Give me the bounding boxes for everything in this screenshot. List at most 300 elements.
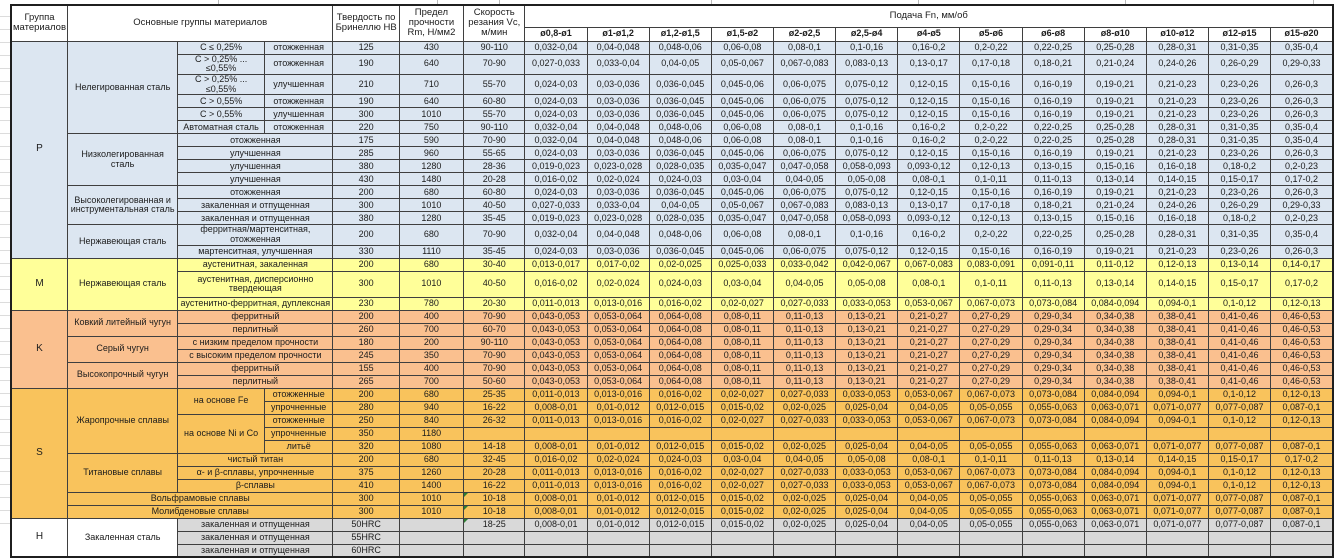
feed-cell: 0,053-0,064: [587, 323, 649, 336]
feed-cell: 0,17-0,18: [960, 54, 1022, 74]
table-row: [11, 453, 1333, 466]
feed-cell: 0,025-0,04: [836, 401, 898, 414]
feed-cell: 0,05-0,055: [960, 505, 1022, 518]
feed-cell: [836, 531, 898, 544]
strength-cell: 430: [399, 41, 463, 54]
feed-cell: 0,15-0,17: [1208, 453, 1270, 466]
feed-cell: 0,35-0,4: [1271, 225, 1333, 245]
feed-cell: 0,23-0,26: [1208, 95, 1270, 108]
strength-cell: 680: [399, 186, 463, 199]
table-row: [11, 310, 1333, 323]
strength-cell: 750: [399, 121, 463, 134]
strength-cell: 640: [399, 54, 463, 74]
feed-diameter-header: ø5-ø6: [960, 27, 1022, 41]
feed-cell: [649, 544, 711, 557]
material-state-cell: отожженная: [264, 121, 333, 134]
feed-cell: 0,036-0,045: [649, 147, 711, 160]
feed-cell: 0,015-0,02: [711, 401, 773, 414]
feed-cell: 0,19-0,21: [1084, 147, 1146, 160]
group-letter-cell: S: [11, 388, 68, 518]
material-state-cell: улучшенная: [264, 74, 333, 94]
cutting-speed-cell: 20-28: [464, 173, 525, 186]
feed-cell: [1022, 544, 1084, 557]
material-state-cell: закаленная и отпущенная: [178, 212, 333, 225]
feed-cell: 0,06-0,075: [773, 74, 835, 94]
feed-cell: 0,12-0,13: [960, 160, 1022, 173]
feed-cell: [525, 544, 587, 557]
feed-cell: 0,2-0,23: [1271, 212, 1333, 225]
feed-cell: 0,03-0,036: [587, 108, 649, 121]
feed-cell: 0,2-0,22: [960, 134, 1022, 147]
feed-cell: 0,008-0,01: [525, 440, 587, 453]
feed-cell: 0,05-0,055: [960, 518, 1022, 531]
feed-cell: 0,27-0,29: [960, 336, 1022, 349]
table-row: [11, 41, 1333, 54]
feed-cell: 0,08-0,1: [773, 134, 835, 147]
feed-cell: 0,13-0,14: [1084, 271, 1146, 297]
feed-cell: 0,02-0,025: [773, 401, 835, 414]
feed-cell: 0,12-0,13: [1271, 297, 1333, 310]
cutting-speed-cell: 35-45: [464, 212, 525, 225]
feed-cell: 0,15-0,16: [960, 245, 1022, 258]
feed-cell: [1084, 531, 1146, 544]
feed-cell: [711, 531, 773, 544]
feed-cell: 0,04-0,048: [587, 134, 649, 147]
group-letter-cell: P: [11, 41, 68, 258]
table-row: [11, 518, 1333, 531]
feed-cell: 0,02-0,025: [773, 505, 835, 518]
strength-cell: 1010: [399, 492, 463, 505]
table-row: [11, 336, 1333, 349]
strength-cell: 590: [399, 134, 463, 147]
feed-diameter-header: ø10-ø12: [1146, 27, 1208, 41]
cutting-speed-cell: 40-50: [464, 271, 525, 297]
feed-cell: 0,02-0,027: [711, 479, 773, 492]
feed-cell: 0,02-0,025: [773, 492, 835, 505]
feed-cell: 0,23-0,26: [1208, 245, 1270, 258]
feed-cell: [1271, 531, 1333, 544]
feed-cell: 0,27-0,29: [960, 323, 1022, 336]
feed-cell: 0,064-0,08: [649, 362, 711, 375]
feed-cell: 0,21-0,27: [898, 336, 960, 349]
material-state-cell: с низким пределом прочности: [178, 336, 333, 349]
feed-cell: 0,11-0,13: [773, 323, 835, 336]
table-row: [11, 121, 1333, 134]
feed-cell: 0,048-0,06: [649, 225, 711, 245]
material-state-cell: ферритная/мартенситная, отожженная: [178, 225, 333, 245]
feed-cell: 0,024-0,03: [525, 245, 587, 258]
feed-cell: 0,012-0,015: [649, 518, 711, 531]
comment-indicator-icon: [464, 506, 468, 510]
material-state-cell: улучшенная: [178, 147, 333, 160]
feed-cell: 0,063-0,071: [1084, 401, 1146, 414]
feed-cell: 0,05-0,055: [960, 401, 1022, 414]
feed-cell: 0,2-0,22: [960, 121, 1022, 134]
feed-cell: 0,21-0,27: [898, 375, 960, 388]
feed-cell: 0,29-0,34: [1022, 323, 1084, 336]
feed-cell: 0,26-0,3: [1271, 245, 1333, 258]
feed-cell: [649, 531, 711, 544]
feed-cell: 0,2-0,22: [960, 41, 1022, 54]
feed-cell: 0,21-0,23: [1146, 245, 1208, 258]
material-state-cell: улучшенная: [178, 173, 333, 186]
feed-cell: 0,29-0,33: [1271, 199, 1333, 212]
feed-cell: 0,16-0,2: [898, 134, 960, 147]
feed-cell: 0,024-0,03: [525, 186, 587, 199]
strength-cell: 1080: [399, 440, 463, 453]
hardness-cell: 230: [333, 297, 399, 310]
material-state-cell: C > 0,25% ... ≤0,55%: [178, 74, 265, 94]
table-row: [11, 388, 1333, 401]
table-row: [11, 531, 1333, 544]
feed-cell: 0,08-0,1: [773, 41, 835, 54]
feed-cell: 0,03-0,04: [711, 173, 773, 186]
material-group-cell: Жаропрочные сплавы: [68, 388, 178, 453]
feed-cell: 0,18-0,21: [1022, 54, 1084, 74]
feed-cell: 0,41-0,46: [1208, 375, 1270, 388]
feed-cell: 0,1-0,11: [960, 173, 1022, 186]
feed-cell: [525, 427, 587, 440]
feed-cell: 0,12-0,15: [898, 245, 960, 258]
feed-cell: 0,21-0,27: [898, 349, 960, 362]
feed-cell: 0,01-0,012: [587, 518, 649, 531]
feed-cell: 0,12-0,13: [1271, 414, 1333, 427]
strength-cell: 680: [399, 388, 463, 401]
feed-cell: [960, 544, 1022, 557]
feed-cell: 0,045-0,06: [711, 186, 773, 199]
feed-cell: 0,045-0,06: [711, 108, 773, 121]
feed-cell: 0,1-0,16: [836, 134, 898, 147]
feed-cell: 0,11-0,13: [1022, 173, 1084, 186]
feed-diameter-header: ø12-ø15: [1208, 27, 1270, 41]
feed-cell: 0,012-0,015: [649, 492, 711, 505]
material-state-cell: мартенситная, улучшенная: [178, 245, 333, 258]
hardness-cell: 190: [333, 54, 399, 74]
strength-cell: 710: [399, 74, 463, 94]
feed-cell: 0,058-0,093: [836, 212, 898, 225]
table-row: [11, 271, 1333, 297]
strength-cell: 1010: [399, 199, 463, 212]
feed-cell: 0,075-0,12: [836, 95, 898, 108]
feed-cell: 0,03-0,036: [587, 245, 649, 258]
cutting-speed-cell: 10-18: [464, 492, 525, 505]
feed-cell: 0,21-0,23: [1146, 108, 1208, 121]
hardness-cell: 265: [333, 375, 399, 388]
material-state-cell: β-сплавы: [178, 479, 333, 492]
material-state-cell: отожженная: [264, 41, 333, 54]
strength-cell: [399, 531, 463, 544]
column-header-feed-title: Подача Fn, мм/об: [525, 5, 1333, 27]
feed-cell: [525, 531, 587, 544]
feed-cell: 0,12-0,15: [898, 186, 960, 199]
hardness-cell: 250: [333, 414, 399, 427]
feed-cell: 0,13-0,21: [836, 375, 898, 388]
feed-diameter-header: ø2-ø2,5: [773, 27, 835, 41]
feed-cell: 0,012-0,015: [649, 505, 711, 518]
feed-cell: 0,35-0,4: [1271, 41, 1333, 54]
hardness-cell: 200: [333, 225, 399, 245]
feed-cell: 0,05-0,067: [711, 199, 773, 212]
feed-cell: 0,053-0,067: [898, 297, 960, 310]
feed-cell: 0,35-0,4: [1271, 121, 1333, 134]
group-letter-cell: K: [11, 310, 68, 388]
feed-cell: [1208, 531, 1270, 544]
feed-cell: 0,027-0,033: [773, 414, 835, 427]
feed-cell: 0,28-0,31: [1146, 134, 1208, 147]
feed-cell: 0,075-0,12: [836, 108, 898, 121]
feed-cell: 0,27-0,29: [960, 349, 1022, 362]
feed-cell: 0,1-0,12: [1208, 297, 1270, 310]
feed-cell: 0,12-0,15: [898, 147, 960, 160]
feed-cell: 0,24-0,26: [1146, 54, 1208, 74]
feed-cell: 0,016-0,02: [649, 479, 711, 492]
feed-cell: 0,08-0,11: [711, 375, 773, 388]
feed-cell: 0,38-0,41: [1146, 349, 1208, 362]
feed-cell: 0,04-0,05: [898, 505, 960, 518]
feed-cell: 0,26-0,3: [1271, 95, 1333, 108]
table-row: [11, 323, 1333, 336]
feed-cell: 0,16-0,2: [898, 225, 960, 245]
feed-cell: 0,34-0,38: [1084, 336, 1146, 349]
feed-cell: 0,094-0,1: [1146, 479, 1208, 492]
feed-cell: 0,035-0,047: [711, 212, 773, 225]
cutting-speed-cell: 70-90: [464, 134, 525, 147]
feed-cell: 0,058-0,093: [836, 160, 898, 173]
feed-cell: 0,11-0,13: [773, 349, 835, 362]
feed-cell: 0,06-0,075: [773, 147, 835, 160]
material-group-cell: на основе Ni и Co: [178, 414, 265, 453]
cutting-speed-cell: 60-70: [464, 323, 525, 336]
feed-cell: 0,015-0,02: [711, 518, 773, 531]
column-header-tensile-strength: Предел прочности Rm, Н/мм2: [399, 5, 463, 41]
feed-diameter-header: ø2,5-ø4: [836, 27, 898, 41]
feed-cell: 0,05-0,067: [711, 54, 773, 74]
feed-cell: 0,22-0,25: [1022, 121, 1084, 134]
feed-cell: 0,28-0,31: [1146, 225, 1208, 245]
feed-cell: 0,05-0,08: [836, 271, 898, 297]
feed-cell: 0,34-0,38: [1084, 375, 1146, 388]
feed-cell: 0,053-0,067: [898, 466, 960, 479]
feed-cell: 0,023-0,028: [587, 160, 649, 173]
material-group-cell: Низколегированная сталь: [68, 134, 178, 186]
header-row-main: [11, 5, 1333, 27]
hardness-cell: 300: [333, 505, 399, 518]
feed-cell: 0,02-0,025: [649, 258, 711, 271]
feed-cell: 0,03-0,04: [711, 453, 773, 466]
feed-cell: 0,019-0,023: [525, 212, 587, 225]
feed-cell: 0,064-0,08: [649, 310, 711, 323]
feed-cell: 0,071-0,077: [1146, 492, 1208, 505]
feed-cell: 0,21-0,27: [898, 323, 960, 336]
cutting-speed-cell: 16-22: [464, 401, 525, 414]
feed-cell: 0,04-0,05: [898, 440, 960, 453]
table-row: [11, 186, 1333, 199]
strength-cell: 1480: [399, 173, 463, 186]
hardness-cell: 285: [333, 147, 399, 160]
feed-cell: 0,02-0,027: [711, 466, 773, 479]
feed-cell: 0,064-0,08: [649, 375, 711, 388]
feed-cell: 0,053-0,064: [587, 336, 649, 349]
feed-cell: 0,027-0,033: [525, 199, 587, 212]
feed-cell: 0,077-0,087: [1208, 492, 1270, 505]
feed-cell: 0,024-0,03: [525, 95, 587, 108]
feed-cell: 0,17-0,18: [960, 199, 1022, 212]
feed-cell: 0,011-0,013: [525, 414, 587, 427]
feed-cell: 0,067-0,083: [773, 54, 835, 74]
feed-cell: 0,2-0,22: [960, 225, 1022, 245]
feed-cell: [1146, 544, 1208, 557]
feed-cell: 0,06-0,08: [711, 134, 773, 147]
cutting-speed-cell: 50-60: [464, 375, 525, 388]
feed-cell: 0,06-0,08: [711, 41, 773, 54]
cutting-speed-cell: 25-35: [464, 388, 525, 401]
strength-cell: 350: [399, 349, 463, 362]
material-state-cell: ферритный: [178, 362, 333, 375]
feed-cell: 0,012-0,015: [649, 401, 711, 414]
feed-cell: 0,028-0,035: [649, 212, 711, 225]
hardness-cell: 200: [333, 258, 399, 271]
strength-cell: 640: [399, 95, 463, 108]
feed-cell: 0,024-0,03: [525, 74, 587, 94]
feed-cell: 0,08-0,11: [711, 362, 773, 375]
table-row: [11, 212, 1333, 225]
feed-cell: 0,03-0,036: [587, 95, 649, 108]
feed-cell: 0,16-0,19: [1022, 147, 1084, 160]
feed-cell: 0,055-0,063: [1022, 505, 1084, 518]
feed-cell: 0,11-0,13: [1022, 453, 1084, 466]
feed-cell: 0,22-0,25: [1022, 41, 1084, 54]
feed-cell: 0,027-0,033: [525, 54, 587, 74]
feed-cell: 0,46-0,53: [1271, 336, 1333, 349]
feed-cell: 0,01-0,012: [587, 440, 649, 453]
group-letter-cell: H: [11, 518, 68, 557]
feed-cell: 0,016-0,02: [649, 414, 711, 427]
column-header-main-material-groups: Основные группы материалов: [68, 5, 333, 41]
feed-cell: 0,045-0,06: [711, 74, 773, 94]
hardness-cell: 410: [333, 479, 399, 492]
feed-cell: 0,024-0,03: [525, 147, 587, 160]
strength-cell: 1180: [399, 427, 463, 440]
feed-cell: 0,21-0,23: [1146, 147, 1208, 160]
feed-cell: 0,055-0,063: [1022, 518, 1084, 531]
feed-cell: 0,094-0,1: [1146, 414, 1208, 427]
feed-cell: 0,073-0,084: [1022, 297, 1084, 310]
feed-cell: 0,11-0,13: [773, 375, 835, 388]
feed-cell: 0,21-0,23: [1146, 186, 1208, 199]
feed-cell: 0,024-0,03: [525, 108, 587, 121]
material-state-cell: улучшенная: [264, 108, 333, 121]
feed-cell: 0,41-0,46: [1208, 336, 1270, 349]
feed-cell: 0,036-0,045: [649, 245, 711, 258]
cutting-speed-cell: 90-110: [464, 336, 525, 349]
cutting-speed-cell: 90-110: [464, 41, 525, 54]
feed-cell: 0,29-0,34: [1022, 362, 1084, 375]
group-letter-cell: M: [11, 258, 68, 310]
strength-cell: 200: [399, 336, 463, 349]
feed-cell: 0,38-0,41: [1146, 375, 1208, 388]
feed-cell: 0,14-0,15: [1146, 173, 1208, 186]
cutting-speed-cell: 40-50: [464, 199, 525, 212]
hardness-cell: 200: [333, 186, 399, 199]
table-row: [11, 74, 1333, 94]
feed-cell: 0,28-0,31: [1146, 121, 1208, 134]
feed-cell: 0,027-0,033: [773, 466, 835, 479]
feed-cell: 0,025-0,04: [836, 518, 898, 531]
cutting-speed-cell: 28-36: [464, 160, 525, 173]
hardness-cell: 55HRC: [333, 531, 399, 544]
feed-cell: 0,064-0,08: [649, 336, 711, 349]
feed-cell: 0,035-0,047: [711, 160, 773, 173]
feed-cell: 0,12-0,13: [960, 212, 1022, 225]
feed-cell: [773, 544, 835, 557]
feed-cell: 0,047-0,058: [773, 212, 835, 225]
feed-cell: 0,053-0,064: [587, 375, 649, 388]
feed-cell: 0,02-0,025: [773, 440, 835, 453]
feed-cell: 0,23-0,26: [1208, 186, 1270, 199]
hardness-cell: 380: [333, 160, 399, 173]
feed-cell: 0,011-0,013: [525, 479, 587, 492]
feed-cell: 0,31-0,35: [1208, 134, 1270, 147]
feed-cell: 0,19-0,21: [1084, 245, 1146, 258]
feed-cell: 0,071-0,077: [1146, 505, 1208, 518]
feed-cell: 0,03-0,036: [587, 186, 649, 199]
hardness-cell: 260: [333, 323, 399, 336]
feed-cell: 0,012-0,015: [649, 440, 711, 453]
feed-cell: 0,29-0,34: [1022, 310, 1084, 323]
feed-cell: 0,016-0,02: [525, 173, 587, 186]
feed-cell: 0,15-0,17: [1208, 271, 1270, 297]
feed-cell: 0,16-0,2: [898, 121, 960, 134]
material-state-cell: перлитный: [178, 375, 333, 388]
feed-cell: 0,15-0,16: [960, 74, 1022, 94]
feed-cell: 0,025-0,04: [836, 440, 898, 453]
feed-cell: 0,12-0,13: [1146, 258, 1208, 271]
table-row: [11, 245, 1333, 258]
feed-cell: 0,15-0,17: [1208, 173, 1270, 186]
strength-cell: 1260: [399, 466, 463, 479]
feed-cell: 0,1-0,16: [836, 121, 898, 134]
feed-cell: 0,084-0,094: [1084, 388, 1146, 401]
cutting-speed-cell: 32-45: [464, 453, 525, 466]
feed-cell: 0,13-0,14: [1084, 453, 1146, 466]
material-state-cell: C > 0,55%: [178, 108, 265, 121]
table-row: [11, 349, 1333, 362]
feed-cell: 0,05-0,055: [960, 440, 1022, 453]
table-row: [11, 173, 1333, 186]
material-group-cell: Закаленная сталь: [68, 518, 178, 557]
feed-cell: 0,13-0,15: [1022, 212, 1084, 225]
cutting-speed-cell: 60-80: [464, 95, 525, 108]
material-group-cell: Нержавеющая сталь: [68, 225, 178, 258]
material-state-cell: C ≤ 0,25%: [178, 41, 265, 54]
feed-cell: 0,028-0,035: [649, 160, 711, 173]
feed-cell: 0,02-0,025: [773, 518, 835, 531]
cutting-speed-cell: 70-90: [464, 310, 525, 323]
feed-cell: 0,06-0,08: [711, 121, 773, 134]
material-state-cell: аустенитно-ферритная, дуплексная: [178, 297, 333, 310]
feed-cell: 0,091-0,11: [1022, 258, 1084, 271]
feed-cell: 0,055-0,063: [1022, 440, 1084, 453]
table-row: [11, 134, 1333, 147]
feed-cell: 0,41-0,46: [1208, 349, 1270, 362]
feed-cell: 0,18-0,2: [1208, 160, 1270, 173]
feed-cell: 0,025-0,04: [836, 505, 898, 518]
material-state-cell: Автоматная сталь: [178, 121, 265, 134]
feed-cell: 0,13-0,21: [836, 362, 898, 375]
table-row: [11, 466, 1333, 479]
material-state-cell: упрочненные: [264, 401, 333, 414]
strength-cell: 400: [399, 362, 463, 375]
